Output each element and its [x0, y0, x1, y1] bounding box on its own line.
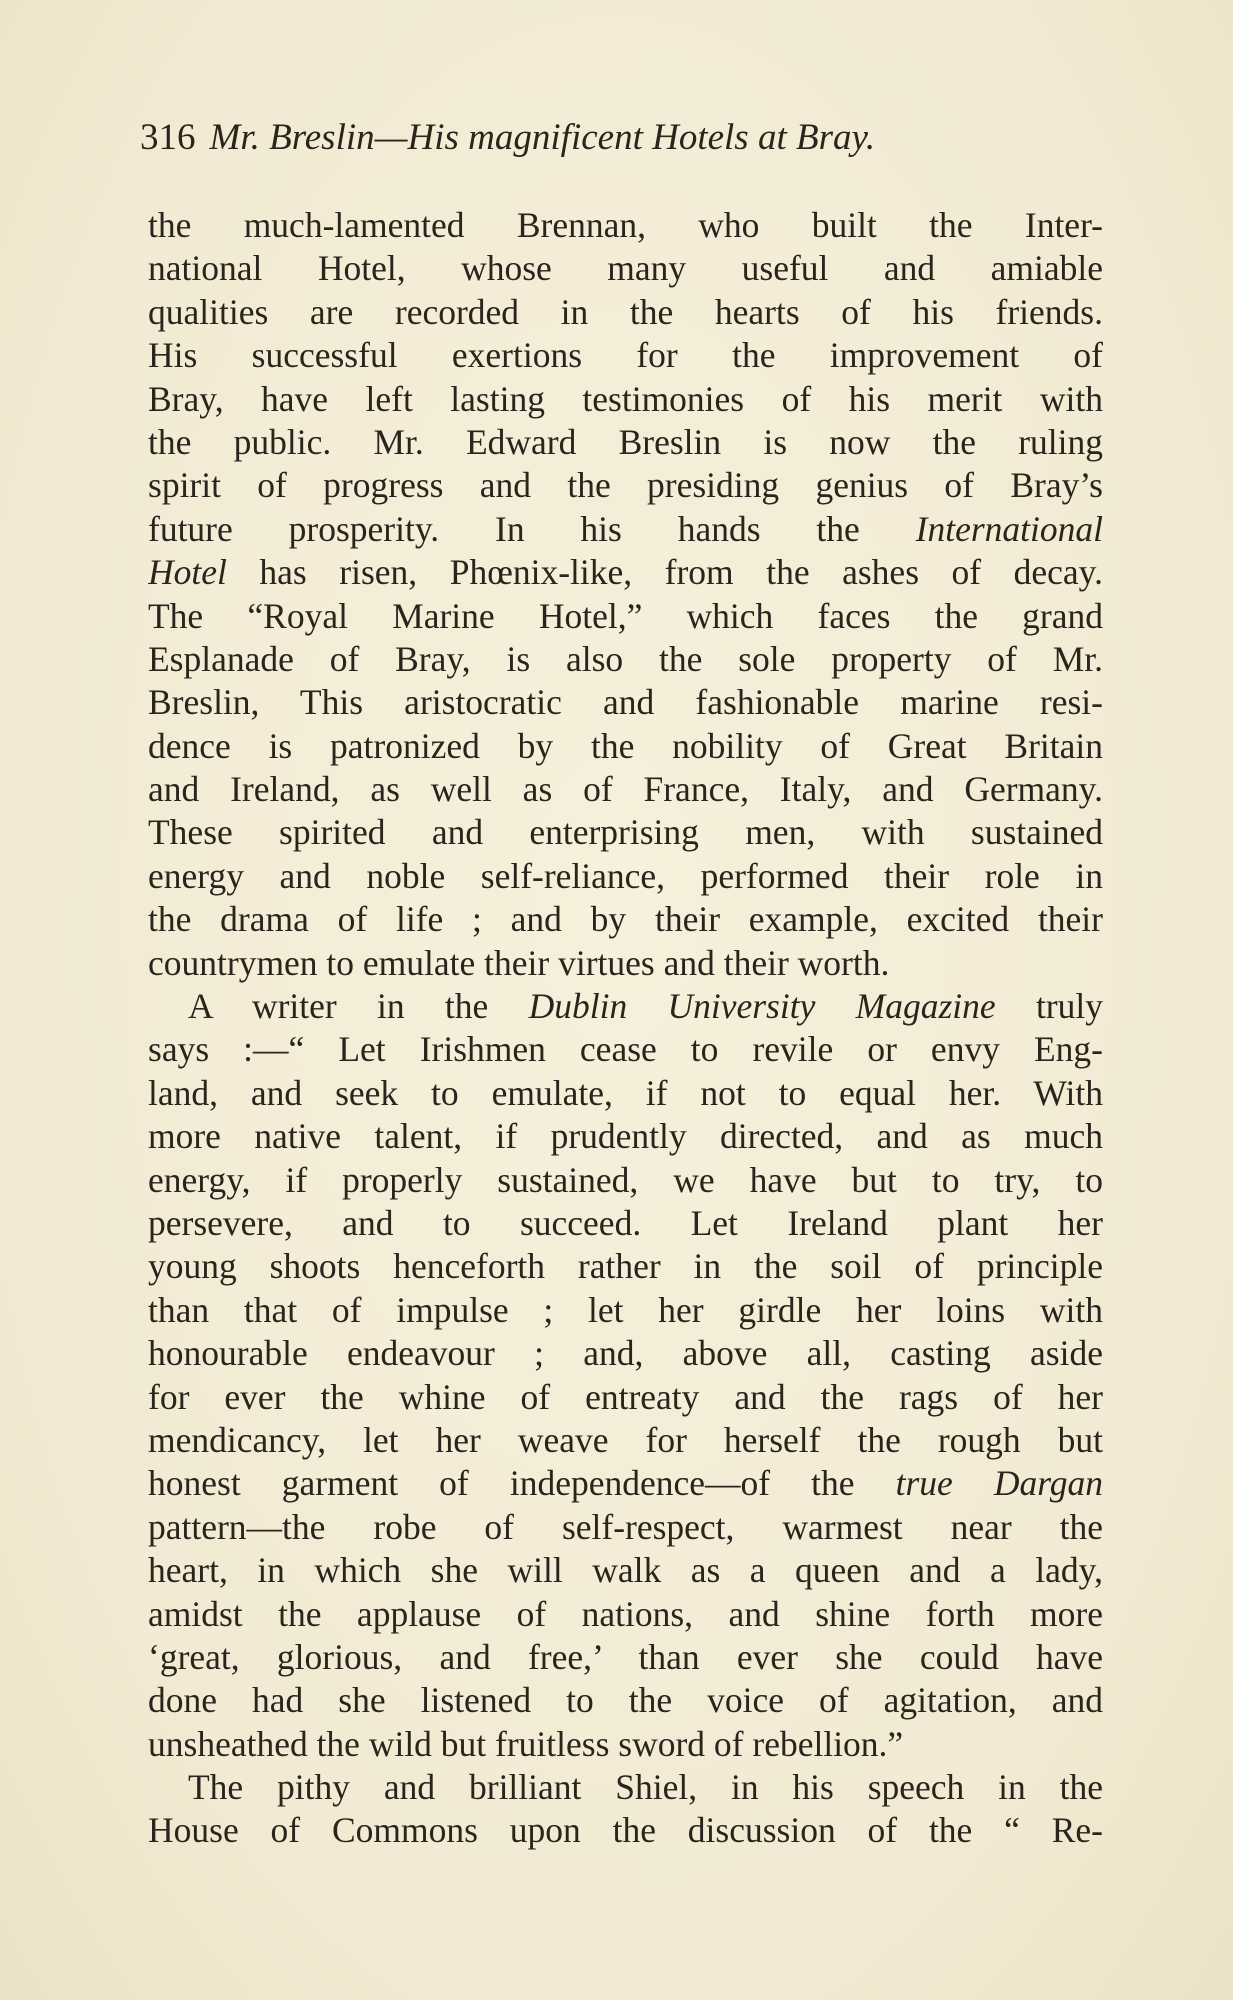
- text-run: His successful exertions for the improvement of: [148, 335, 1103, 376]
- text-run: the drama of life ; and by their example, excited their: [148, 899, 1103, 940]
- text-line: [148, 898, 1103, 941]
- text-line: [148, 942, 1103, 985]
- text-line: [148, 1159, 1103, 1202]
- text-line: [148, 1809, 1103, 1852]
- italic-text: Dublin University Magazine: [528, 986, 996, 1027]
- text-line: [148, 378, 1103, 421]
- text-run: amidst the applause of nations, and shine forth more: [148, 1593, 1103, 1634]
- text-run: energy, if properly sustained, we have but to try, to: [148, 1159, 1103, 1200]
- text-run: The “Royal Marine Hotel,” which faces the grand: [148, 595, 1103, 636]
- text-line: [148, 204, 1103, 247]
- text-line: [148, 1766, 1103, 1809]
- body-text: [148, 204, 1103, 1853]
- text-run: land, and seek to emulate, if not to equal her. With: [148, 1072, 1103, 1113]
- italic-text: International: [915, 508, 1103, 549]
- text-run: Esplanade of Bray, is also the sole property of Mr.: [148, 638, 1103, 679]
- page-number: 316: [140, 117, 196, 158]
- text-run: energy and noble self-reliance, performed their role in: [148, 855, 1103, 896]
- text-run: pattern—the robe of self-respect, warmest near the: [148, 1506, 1103, 1547]
- text-line: [148, 1115, 1103, 1158]
- text-line: [148, 291, 1103, 334]
- text-line: [148, 1028, 1103, 1071]
- text-run: dence is patronized by the nobility of Great Britain: [148, 725, 1103, 766]
- text-run: young shoots henceforth rather in the soil of principle: [148, 1246, 1103, 1287]
- text-run: the much-lamented Brennan, who built the Inter-: [148, 205, 1103, 245]
- text-run: says :—“ Let Irishmen cease to revile or envy Eng-: [148, 1029, 1103, 1070]
- text-run: honest garment of independence—of the: [148, 1463, 896, 1504]
- text-line: [148, 1506, 1103, 1549]
- text-run: heart, in which she will walk as a queen and a lady,: [148, 1550, 1103, 1591]
- text-run: countrymen to emulate their virtues and their worth.: [148, 942, 890, 983]
- text-run: A writer in the: [188, 986, 529, 1027]
- text-run: Breslin, This aristocratic and fashionable marine resi-: [148, 682, 1103, 723]
- text-line: [148, 1549, 1103, 1592]
- text-run: Bray, have left lasting testimonies of his merit with: [148, 378, 1103, 419]
- running-header: [140, 112, 1100, 164]
- text-line: [148, 1419, 1103, 1462]
- text-line: [148, 464, 1103, 507]
- text-line: [148, 811, 1103, 854]
- text-run: the public. Mr. Edward Breslin is now the ruling: [148, 421, 1103, 462]
- text-run: future prosperity. In his hands the: [148, 508, 916, 549]
- text-line: [148, 334, 1103, 377]
- text-line: [148, 1636, 1103, 1679]
- text-line: [148, 725, 1103, 768]
- text-line: [148, 1332, 1103, 1375]
- text-run: and Ireland, as well as of France, Italy, and Germany.: [148, 769, 1103, 810]
- text-line: [148, 1202, 1103, 1245]
- text-line: [148, 1462, 1103, 1505]
- text-line: [148, 985, 1103, 1028]
- text-run: for ever the whine of entreaty and the rags of her: [148, 1376, 1103, 1417]
- text-run: House of Commons upon the discussion of the “ Re-: [148, 1810, 1103, 1851]
- running-title: Mr. Breslin—His magnificent Hotels at Bray.: [209, 117, 876, 158]
- text-line: [148, 508, 1103, 551]
- text-run: unsheathed the wild but fruitless sword of rebellion.”: [148, 1723, 904, 1764]
- text-run: more native talent, if prudently directed, and as much: [148, 1116, 1103, 1157]
- text-line: [148, 595, 1103, 638]
- text-run: spirit of progress and the presiding genius of Bray’s: [148, 465, 1103, 506]
- text-run: done had she listened to the voice of agitation, and: [148, 1680, 1103, 1721]
- text-line: [148, 1376, 1103, 1419]
- text-line: [148, 1072, 1103, 1115]
- italic-text: Hotel: [148, 552, 227, 593]
- text-run: than that of impulse ; let her girdle her loins with: [148, 1289, 1103, 1330]
- text-run: national Hotel, whose many useful and amiable: [148, 248, 1103, 289]
- text-line: [148, 681, 1103, 724]
- text-run: ‘great, glorious, and free,’ than ever she could have: [148, 1636, 1103, 1677]
- text-line: [148, 551, 1103, 594]
- text-line: [148, 247, 1103, 290]
- italic-text: true Dargan: [895, 1463, 1103, 1504]
- text-line: [148, 1723, 1103, 1766]
- text-run: mendicancy, let her weave for herself the rough but: [148, 1419, 1103, 1460]
- text-line: [148, 768, 1103, 811]
- text-line: [148, 1289, 1103, 1332]
- text-run: qualities are recorded in the hearts of his friends.: [148, 291, 1103, 332]
- text-run: honourable endeavour ; and, above all, casting aside: [148, 1333, 1103, 1374]
- text-run: truly: [995, 986, 1103, 1027]
- text-run: The pithy and brilliant Shiel, in his speech in the: [188, 1767, 1103, 1808]
- text-line: [148, 1593, 1103, 1636]
- text-line: [148, 1679, 1103, 1722]
- text-line: [148, 855, 1103, 898]
- text-run: has risen, Phœnix-like, from the ashes of decay.: [226, 552, 1103, 593]
- text-run: These spirited and enterprising men, with sustained: [148, 812, 1103, 853]
- text-line: [148, 421, 1103, 464]
- text-line: [148, 1245, 1103, 1288]
- text-line: [148, 638, 1103, 681]
- text-run: persevere, and to succeed. Let Ireland plant her: [148, 1202, 1103, 1243]
